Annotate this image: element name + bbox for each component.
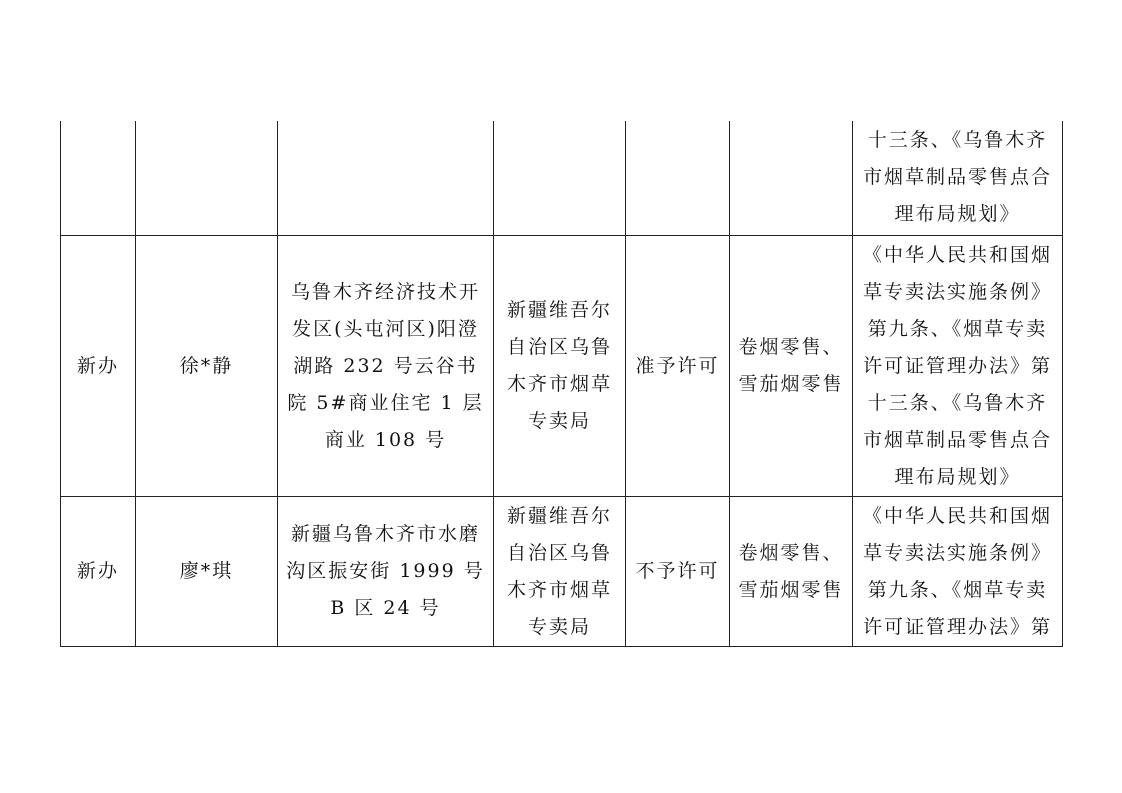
- cell-authority: 新疆维吾尔自治区乌鲁木齐市烟草专卖局: [494, 236, 626, 497]
- cell-name: 徐*静: [136, 236, 278, 497]
- basis-line: 草专卖法实施条例》: [862, 542, 1052, 564]
- basis-line: 理布局规划》: [894, 203, 1021, 225]
- basis-line: 十三条、《乌鲁木齐: [867, 392, 1048, 414]
- cell-result: 准予许可: [626, 236, 730, 497]
- basis-line: 市烟草制品零售点合: [862, 429, 1052, 451]
- cell-name: [136, 121, 278, 236]
- cell-result: [626, 121, 730, 236]
- table-row: [61, 236, 1063, 497]
- basis-line: 许可证管理办法》第: [862, 616, 1052, 638]
- basis-line: 第九条、《烟草专卖: [867, 579, 1048, 601]
- cell-authority: [494, 121, 626, 236]
- cell-name: 廖*琪: [136, 497, 278, 647]
- cell-basis: [853, 497, 1063, 647]
- basis-line: 《中华人民共和国烟: [862, 505, 1052, 527]
- cell-address: 新疆乌鲁木齐市水磨沟区振安街 1999 号 B 区 24 号: [278, 497, 494, 647]
- cell-scope: 卷烟零售、雪茄烟零售: [730, 497, 853, 647]
- table-row: [61, 497, 1063, 647]
- basis-line: 市烟草制品零售点合: [862, 166, 1052, 188]
- cell-type: 新办: [61, 236, 136, 497]
- cell-scope: [730, 121, 853, 236]
- cell-scope: 卷烟零售、雪茄烟零售: [730, 236, 853, 497]
- table-row: [61, 121, 1063, 236]
- cell-address: [278, 121, 494, 236]
- cell-type: [61, 121, 136, 236]
- basis-line: 《中华人民共和国烟: [862, 244, 1052, 266]
- basis-line: 理布局规划》: [894, 466, 1021, 488]
- cell-basis: [853, 236, 1063, 497]
- cell-address: 乌鲁木齐经济技术开发区(头屯河区)阳澄湖路 232 号云谷书院 5#商业住宅 1 层商业 108 号: [278, 236, 494, 497]
- permit-table: [60, 121, 1063, 647]
- cell-result: 不予许可: [626, 497, 730, 647]
- cell-type: 新办: [61, 497, 136, 647]
- basis-line: 十三条、《乌鲁木齐: [867, 129, 1048, 151]
- basis-line: 第九条、《烟草专卖: [867, 318, 1048, 340]
- basis-line: 草专卖法实施条例》: [862, 281, 1052, 303]
- cell-basis: [853, 121, 1063, 236]
- basis-line: 许可证管理办法》第: [862, 355, 1052, 377]
- cell-authority: 新疆维吾尔自治区乌鲁木齐市烟草专卖局: [494, 497, 626, 647]
